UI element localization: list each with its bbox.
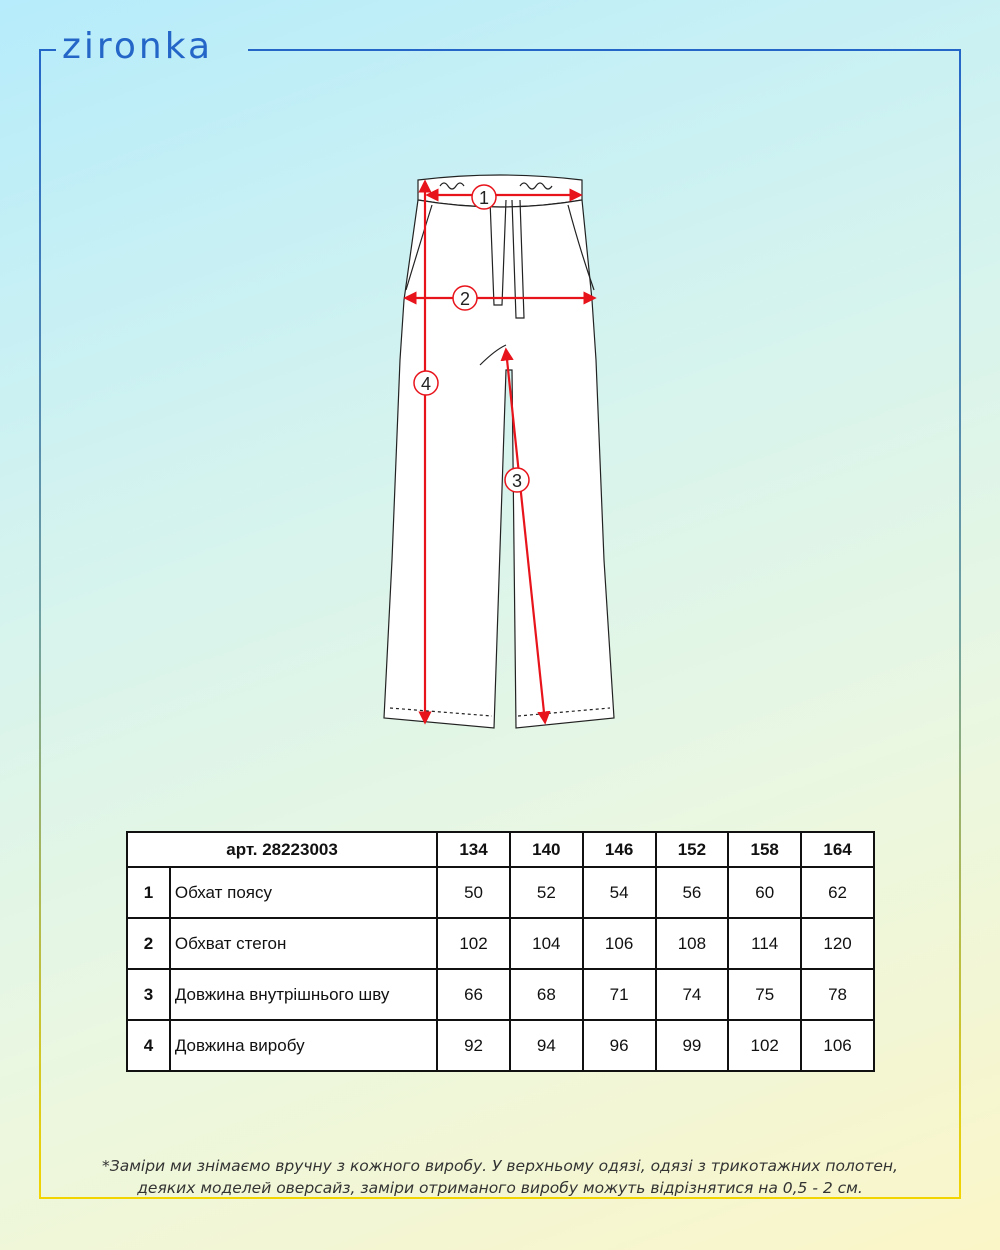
size-header: 152: [656, 832, 729, 867]
row-label: Довжина виробу: [170, 1020, 437, 1071]
table-cell: 75: [728, 969, 801, 1020]
size-header: 146: [583, 832, 656, 867]
footnote-line: *Заміри ми знімаємо вручну з кожного виробу. У верхньому одязі, одязі з трикотажних полотен,: [102, 1157, 898, 1175]
table-cell: 62: [801, 867, 874, 918]
table-cell: 71: [583, 969, 656, 1020]
table-cell: 78: [801, 969, 874, 1020]
row-label: Обхват стегон: [170, 918, 437, 969]
table-cell: 68: [510, 969, 583, 1020]
svg-text:2: 2: [459, 289, 471, 309]
row-number: 2: [127, 918, 170, 969]
table-cell: 106: [801, 1020, 874, 1071]
table-cell: 102: [728, 1020, 801, 1071]
table-cell: 114: [728, 918, 801, 969]
table-cell: 96: [583, 1020, 656, 1071]
table-row: [127, 969, 874, 1020]
row-number: 4: [127, 1020, 170, 1071]
marker-2: [453, 286, 477, 310]
table-cell: 66: [437, 969, 510, 1020]
table-cell: 94: [510, 1020, 583, 1071]
brand-logo: zironka: [62, 26, 214, 67]
table-cell: 60: [728, 867, 801, 918]
measurement-footnote: [40, 1155, 960, 1199]
table-cell: 92: [437, 1020, 510, 1071]
table-cell: 54: [583, 867, 656, 918]
marker-3: [505, 468, 529, 492]
size-header: 140: [510, 832, 583, 867]
table-cell: 108: [656, 918, 729, 969]
pants-diagram: [370, 165, 630, 745]
marker-1: [472, 185, 496, 209]
table-header-row: [127, 832, 874, 867]
row-number: 3: [127, 969, 170, 1020]
table-cell: 102: [437, 918, 510, 969]
table-cell: 52: [510, 867, 583, 918]
svg-text:3: 3: [511, 471, 523, 491]
table-cell: 120: [801, 918, 874, 969]
table-row: [127, 867, 874, 918]
table-row: [127, 1020, 874, 1071]
pants-outline: [384, 175, 614, 728]
table-cell: 74: [656, 969, 729, 1020]
table-cell: 56: [656, 867, 729, 918]
table-cell: 50: [437, 867, 510, 918]
table-cell: 106: [583, 918, 656, 969]
size-table: [126, 831, 875, 1072]
table-cell: 104: [510, 918, 583, 969]
table-cell: 99: [656, 1020, 729, 1071]
size-header: 134: [437, 832, 510, 867]
article-number: арт. 28223003: [127, 832, 437, 867]
row-label: Довжина внутрішнього шву: [170, 969, 437, 1020]
footnote-line: деяких моделей оверсайз, заміри отриманого виробу можуть відрізнятися на 0,5 - 2 см.: [137, 1179, 863, 1197]
row-label: Обхат поясу: [170, 867, 437, 918]
svg-text:1: 1: [478, 188, 490, 208]
table-row: [127, 918, 874, 969]
size-header: 164: [801, 832, 874, 867]
svg-text:4: 4: [420, 374, 432, 394]
size-header: 158: [728, 832, 801, 867]
marker-4: [414, 371, 438, 395]
row-number: 1: [127, 867, 170, 918]
